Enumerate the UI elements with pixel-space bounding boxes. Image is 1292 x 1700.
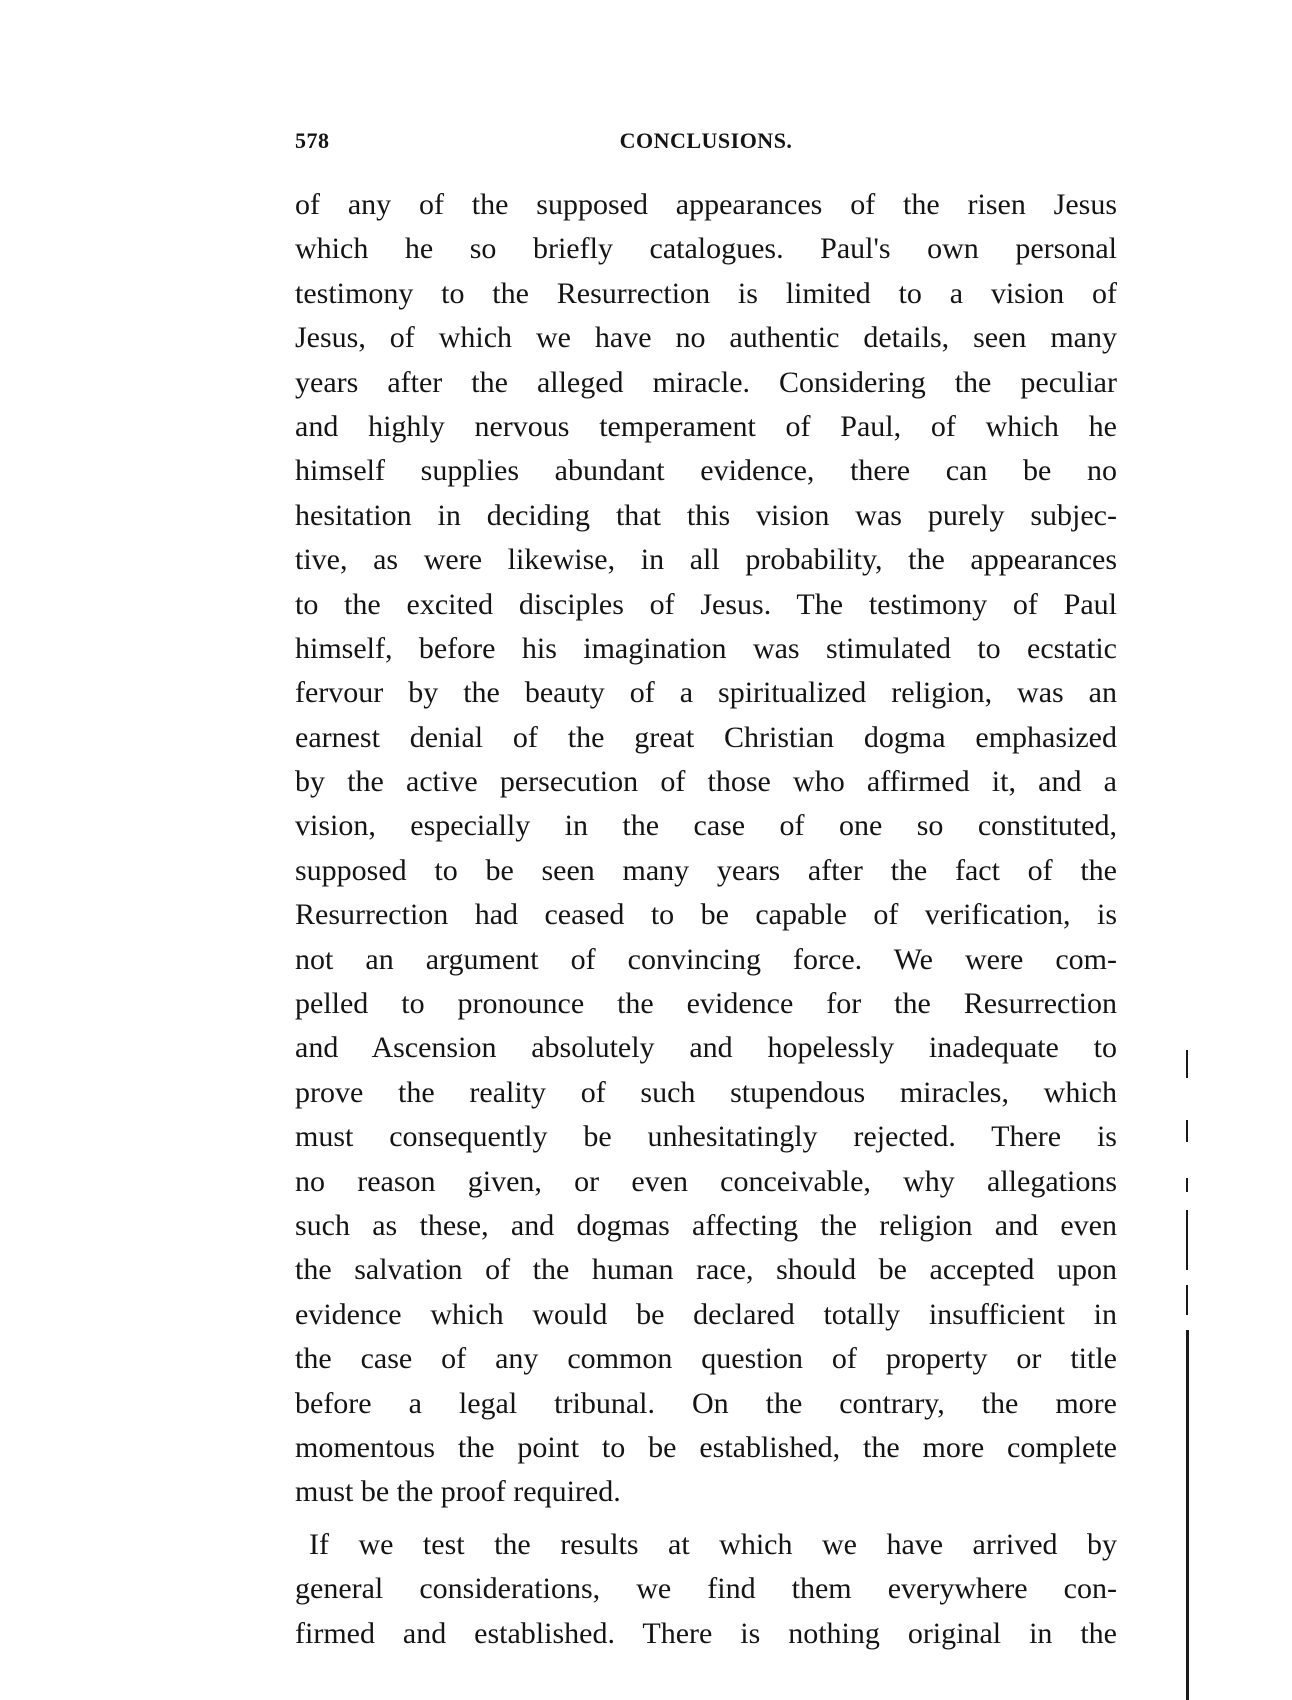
- text-line: the case of any common question of property or title: [295, 1342, 1117, 1376]
- text-line: evidence which would be declared totally insufficient in: [295, 1297, 1117, 1331]
- running-title: CONCLUSIONS.: [619, 128, 793, 153]
- paragraph-spacer: [295, 1515, 1117, 1523]
- text-line: hesitation in deciding that this vision was purely subjec-: [295, 498, 1117, 532]
- text-line: prove the reality of such stupendous miracles, which: [295, 1075, 1117, 1109]
- scan-edge-mark: [1186, 1050, 1188, 1078]
- text-line: vision, especially in the case of one so constituted,: [295, 809, 1117, 843]
- scan-edge-mark: [1186, 1285, 1188, 1315]
- scan-edge-mark: [1186, 1178, 1188, 1192]
- page-number: 578: [295, 128, 330, 153]
- text-line: no reason given, or even conceivable, why allegations: [295, 1164, 1117, 1198]
- text-line: Resurrection had ceased to be capable of verification, is: [295, 898, 1117, 932]
- text-line: years after the alleged miracle. Considering the peculiar: [295, 365, 1117, 399]
- text-line: and highly nervous temperament of Paul, of which he: [295, 409, 1117, 443]
- text-line: must be the proof required.: [295, 1475, 621, 1509]
- text-line: Jesus, of which we have no authentic details, seen many: [295, 321, 1117, 355]
- running-head: [295, 128, 1117, 158]
- text-line: of any of the supposed appearances of the risen Jesus: [295, 188, 1117, 221]
- text-line: to the excited disciples of Jesus. The testimony of Paul: [295, 587, 1117, 621]
- text-line: the salvation of the human race, should be accepted upon: [295, 1253, 1117, 1287]
- text-line: by the active persecution of those who affirmed it, and a: [295, 765, 1117, 799]
- text-line: firmed and established. There is nothing original in the: [295, 1616, 1117, 1650]
- text-line: tive, as were likewise, in all probability, the appearances: [295, 543, 1117, 577]
- text-line: not an argument of convincing force. We were com-: [295, 942, 1117, 976]
- text-line: supposed to be seen many years after the fact of the: [295, 853, 1117, 887]
- scan-edge-mark: [1186, 1210, 1188, 1270]
- text-line: himself supplies abundant evidence, there can be no: [295, 454, 1117, 488]
- text-line: testimony to the Resurrection is limited to a vision of: [295, 276, 1117, 310]
- text-line: himself, before his imagination was stimulated to ecstatic: [295, 631, 1117, 665]
- text-line: and Ascension absolutely and hopelessly inadequate to: [295, 1031, 1117, 1065]
- paragraph-1: [295, 183, 1117, 1515]
- text-line: which he so briefly catalogues. Paul's own personal: [295, 232, 1117, 266]
- text-line: earnest denial of the great Christian dogma emphasized: [295, 720, 1117, 754]
- text-line: fervour by the beauty of a spiritualized religion, was an: [295, 676, 1117, 710]
- text-line: pelled to pronounce the evidence for the Resurrection: [295, 987, 1117, 1021]
- scan-edge-mark: [1186, 1330, 1189, 1700]
- text-line: must consequently be unhesitatingly rejected. There is: [295, 1120, 1117, 1154]
- scan-edge-mark: [1186, 1120, 1188, 1142]
- text-line: general considerations, we find them everywhere con-: [295, 1572, 1117, 1606]
- paragraph-2: [295, 1523, 1117, 1656]
- text-line: If we test the results at which we have arrived by: [309, 1527, 1117, 1561]
- text-line: before a legal tribunal. On the contrary, the more: [295, 1386, 1117, 1420]
- body-text: [295, 183, 1117, 1656]
- text-line: such as these, and dogmas affecting the religion and even: [295, 1208, 1117, 1242]
- text-line: momentous the point to be established, the more complete: [295, 1430, 1117, 1464]
